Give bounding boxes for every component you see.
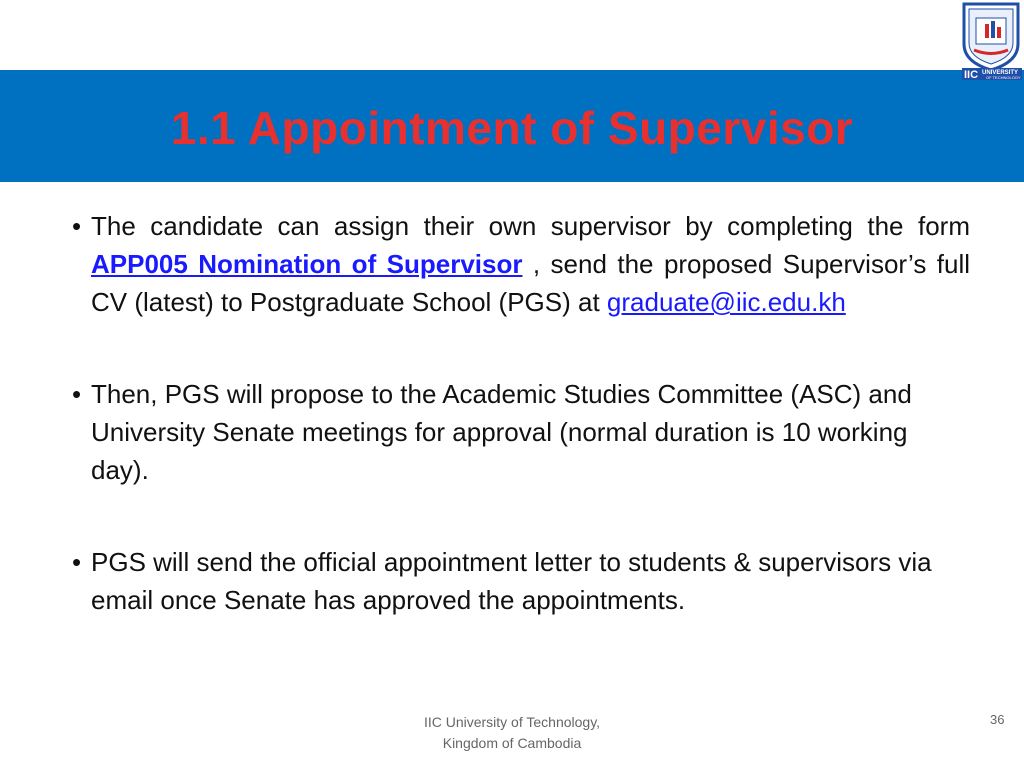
slide-footer — [380, 712, 644, 754]
email-link[interactable]: graduate@iic.edu.kh — [606, 287, 846, 317]
bullet-marker: • — [72, 379, 82, 409]
bullet-item-2 — [72, 375, 970, 489]
bullet-2-text: Then, PGS will propose to the Academic Studies Committee (ASC) and University Senate meetings for approval (normal duration is 10 working day). — [91, 379, 912, 485]
slide-content — [72, 207, 970, 619]
bullet-1-text-b: , send the proposed Supervisor’s full CV (latest) to Postgraduate School (PGS) at — [91, 249, 970, 317]
bullet-marker: • — [72, 211, 82, 241]
footer-line-2: Kingdom of Cambodia — [442, 735, 582, 751]
university-shield-logo-icon — [958, 0, 1024, 92]
bullet-item-1 — [72, 207, 970, 321]
university-logo — [958, 0, 1024, 92]
bullet-item-3 — [72, 543, 970, 619]
logo-text-main: IIC — [964, 69, 979, 81]
form-link-app005[interactable]: APP005 Nomination of Supervisor — [91, 249, 523, 279]
page-number: 36 — [990, 712, 1005, 727]
logo-text-side: UNIVERSITY — [982, 70, 1019, 76]
footer-line-1: IIC University of Technology, — [423, 714, 601, 730]
slide-title: 1.1 Appointment of Supervisor — [170, 102, 854, 154]
bullet-3-text: PGS will send the official appointment letter to students & supervisors via email once Senate has approved the appointments. — [91, 547, 932, 615]
logo-text-sub: OF TECHNOLOGY — [986, 75, 1021, 80]
bullet-1-text-a: The candidate can assign their own supervisor by completing the form — [91, 211, 970, 241]
bullet-marker: • — [72, 547, 82, 577]
